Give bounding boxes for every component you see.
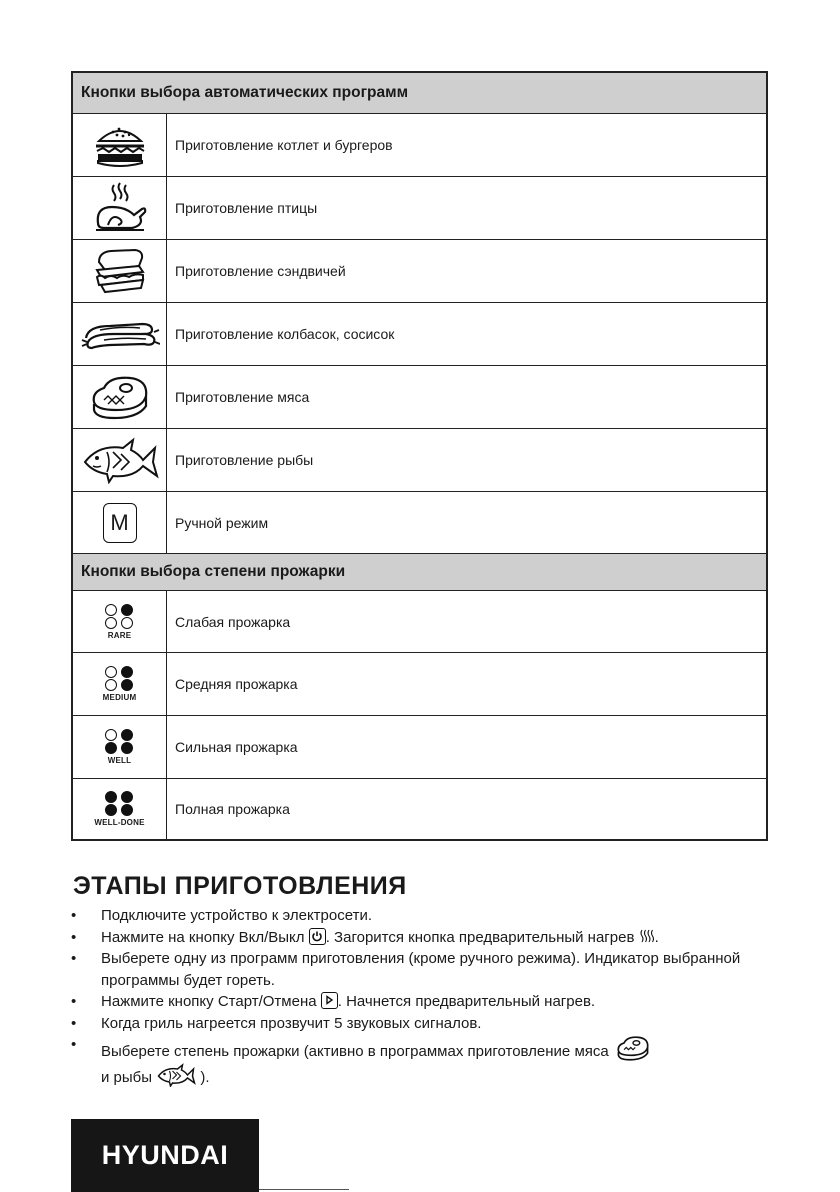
rare-icon: RARE [105, 604, 135, 640]
step-item: • Подключите устройство к электросети. [71, 905, 783, 927]
steak-icon [88, 372, 152, 422]
program-label: Приготовление рыбы [175, 452, 314, 468]
doneness-row-rare [73, 591, 766, 653]
section-header-auto-programs: Кнопки выбора автоматических программ [73, 73, 766, 114]
step-item: • Нажмите кнопку Старт/Отмена . Начнется предварительный нагрев. [71, 991, 783, 1013]
doneness-label: Полная прожарка [175, 801, 290, 817]
step-item: • Выберете степень прожарки (активно в программах приготовление мяса и рыбы ). [71, 1034, 783, 1088]
program-row-burger [73, 114, 766, 177]
program-label: Приготовление птицы [175, 200, 318, 216]
doneness-label: Сильная прожарка [175, 739, 298, 755]
program-row-sausage [73, 303, 766, 366]
program-row-manual [73, 492, 766, 554]
program-label: Приготовление колбасок, сосисок [175, 326, 395, 342]
fish-icon [81, 436, 159, 484]
fish-icon [156, 1063, 196, 1087]
doneness-row-well-done [73, 779, 766, 839]
doneness-label: Слабая прожарка [175, 613, 291, 630]
program-label: Приготовление сэндвичей [175, 263, 346, 279]
program-row-sandwich [73, 240, 766, 303]
preheat-icon [639, 928, 655, 944]
step-item: • Нажмите на кнопку Вкл/Выкл . Загорится кнопка предварительный нагрев . [71, 927, 783, 949]
steak-icon [613, 1034, 653, 1062]
footer-divider [259, 1189, 349, 1190]
steps-title: ЭТАПЫ ПРИГОТОВЛЕНИЯ [73, 872, 407, 900]
doneness-label: Средняя прожарка [175, 676, 298, 692]
medium-icon: MEDIUM [103, 666, 137, 702]
manual-icon: M [103, 503, 137, 543]
program-label: Ручной режим [175, 514, 269, 531]
burger-icon [89, 119, 151, 171]
poultry-icon [90, 181, 150, 235]
program-row-fish [73, 429, 766, 492]
section-header-doneness: Кнопки выбора степени прожарки [73, 554, 766, 591]
start-cancel-icon [321, 992, 338, 1009]
steps-list [71, 905, 783, 1088]
step-item: • Когда гриль нагреется прозвучит 5 звуковых сигналов. [71, 1013, 783, 1035]
brand-logo: HYUNDAI [71, 1119, 259, 1192]
power-icon [309, 928, 326, 945]
well-icon: WELL [105, 729, 135, 765]
program-row-poultry [73, 177, 766, 240]
program-label: Приготовление мяса [175, 389, 310, 405]
sausage-icon [80, 312, 160, 356]
doneness-row-well [73, 716, 766, 779]
programs-table [71, 71, 768, 841]
step-item: • Выберете одну из программ приготовления (кроме ручного режима). Индикатор выбранной программы будет гореть. [71, 948, 783, 991]
doneness-row-medium [73, 653, 766, 716]
well-done-icon: WELL-DONE [94, 791, 144, 827]
program-label: Приготовление котлет и бургеров [175, 137, 393, 153]
program-row-meat [73, 366, 766, 429]
sandwich-icon [89, 244, 151, 298]
